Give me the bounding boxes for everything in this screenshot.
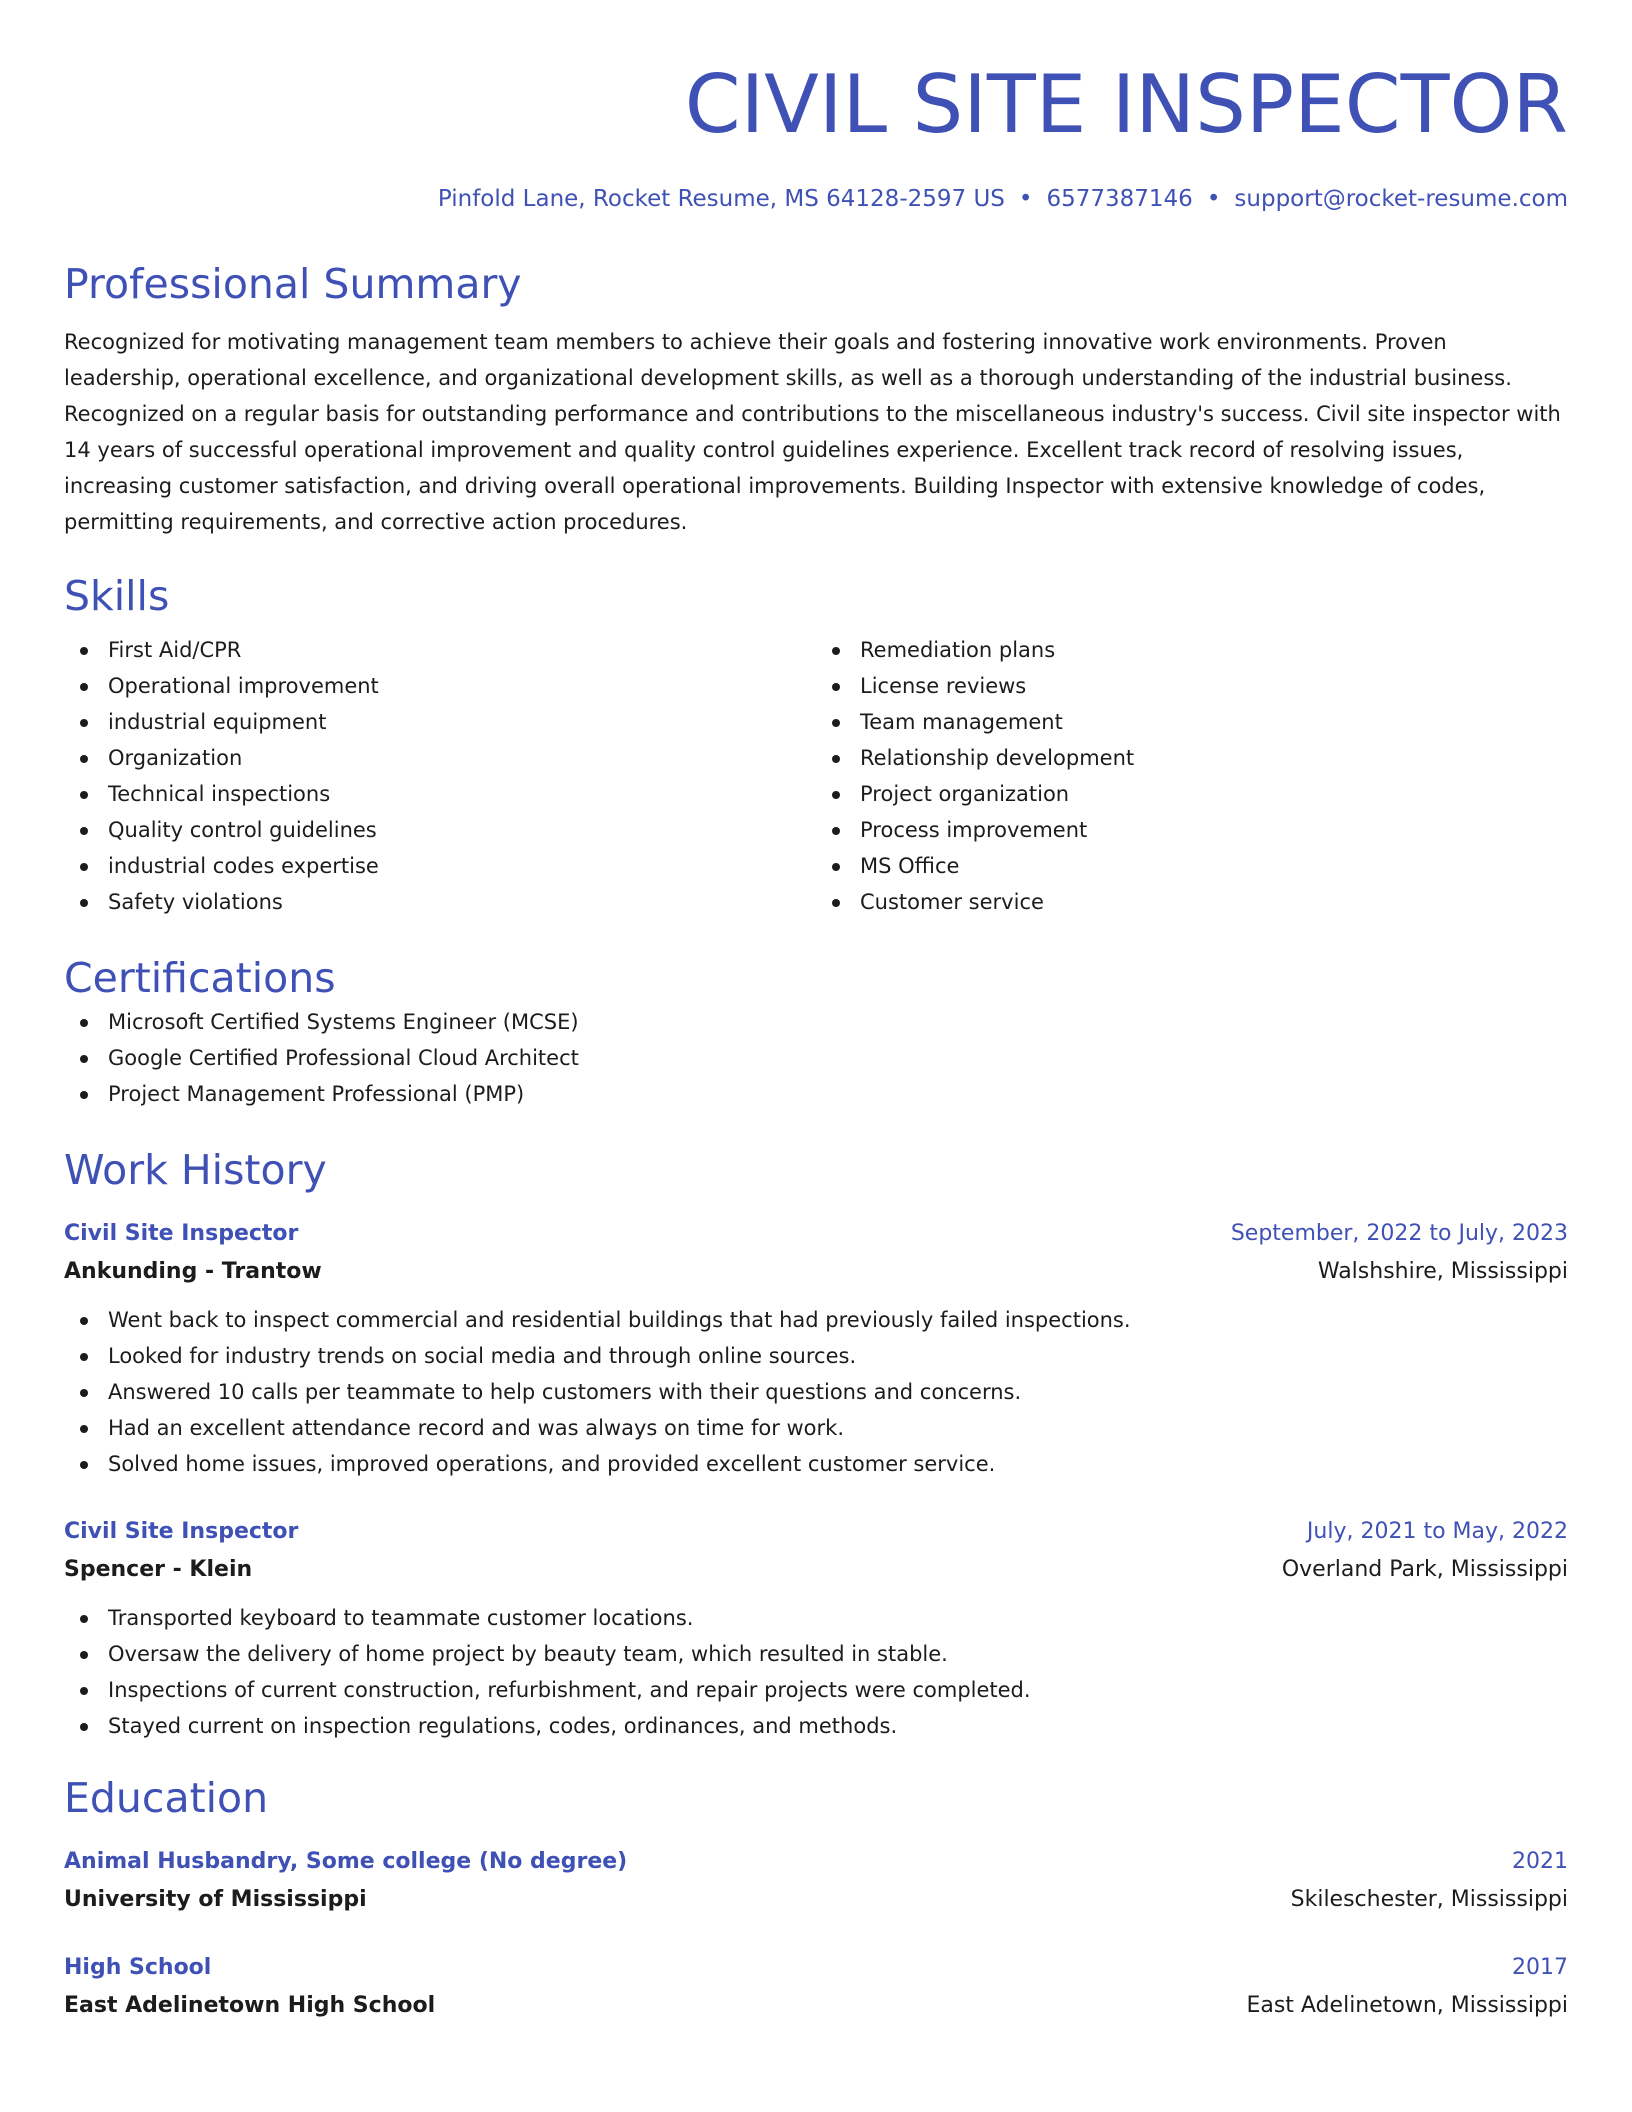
skill-item: First Aid/CPR: [64, 632, 816, 668]
skill-item: Relationship development: [816, 740, 1568, 776]
job-bullet: Oversaw the delivery of home project by beauty team, which resulted in stable.: [64, 1636, 1568, 1672]
skill-item: MS Office: [816, 848, 1568, 884]
job-location: Overland Park, Mississippi: [1281, 1557, 1568, 1582]
certification-item: Microsoft Certified Systems Engineer (MCSE): [64, 1004, 1568, 1040]
job-title-heading: CIVIL SITE INSPECTOR: [684, 58, 1568, 151]
job-bullet: Looked for industry trends on social media and through online sources.: [64, 1338, 1568, 1374]
certification-item: Project Management Professional (PMP): [64, 1076, 1568, 1112]
work-history-heading: Work History: [64, 1146, 327, 1194]
education-location: Skileschester, Mississippi: [1290, 1887, 1568, 1912]
address-text: Pinfold Lane, Rocket Resume, MS 64128-2597 US: [437, 186, 1005, 212]
job-title-row: [64, 1216, 1568, 1252]
contact-line: [64, 184, 1568, 214]
education-degree: Animal Husbandry, Some college (No degree): [64, 1849, 628, 1874]
education-school: University of Mississippi: [64, 1887, 367, 1912]
education-heading: Education: [64, 1774, 269, 1822]
education-school-row: [64, 1880, 1568, 1920]
skill-item: Team management: [816, 704, 1568, 740]
email-link[interactable]: support@rocket-resume.com: [1234, 186, 1568, 212]
job-dates: September, 2022 to July, 2023: [1230, 1221, 1568, 1246]
skills-list-right: [816, 632, 1568, 920]
certifications-heading: Certifications: [64, 954, 336, 1002]
job-location: Walshshire, Mississippi: [1317, 1259, 1568, 1284]
summary-heading: Professional Summary: [64, 260, 522, 308]
skill-item: industrial equipment: [64, 704, 816, 740]
job-company: Spencer - Klein: [64, 1557, 253, 1582]
contact-separator: •: [1018, 186, 1033, 212]
skill-item: Safety violations: [64, 884, 816, 920]
job-dates: July, 2021 to May, 2022: [1306, 1519, 1568, 1544]
job-bullet: Went back to inspect commercial and residential buildings that had previously failed inspections.: [64, 1302, 1568, 1338]
job-company-row: [64, 1550, 1568, 1590]
education-school: East Adelinetown High School: [64, 1993, 436, 2018]
education-year: 2017: [1512, 1955, 1568, 1980]
education-location: East Adelinetown, Mississippi: [1246, 1993, 1568, 2018]
education-degree-row: [64, 1950, 1568, 1986]
skill-item: Customer service: [816, 884, 1568, 920]
skills-heading: Skills: [64, 572, 170, 620]
job-bullet: Had an excellent attendance record and was always on time for work.: [64, 1410, 1568, 1446]
skill-item: Project organization: [816, 776, 1568, 812]
summary-text: Recognized for motivating management team members to achieve their goals and fostering innovative work environments. Proven leadership, operational excellence, and organizational development skills, as well as a thorough understanding of the industrial business. Recognized on a regular basis for outstanding performance and contributions to the miscellaneous industry's success. Civil site inspector with 14 years of successful operational improvement and quality control guidelines experience. Excellent track record of resolving issues, increasing customer satisfaction, and driving overall operational improvements. Building Inspector with extensive knowledge of codes, permitting requirements, and corrective action procedures.: [64, 330, 1561, 534]
certifications-list: [64, 1004, 1568, 1112]
skill-item: Operational improvement: [64, 668, 816, 704]
job-bullet: Transported keyboard to teammate customer locations.: [64, 1600, 1568, 1636]
skill-item: industrial codes expertise: [64, 848, 816, 884]
education-entry: [64, 1950, 1568, 2026]
skills-list-left: [64, 632, 816, 920]
job-entry: [64, 1216, 1568, 1482]
job-bullets: [64, 1302, 1568, 1482]
job-entry: [64, 1514, 1568, 1744]
skills-columns: [64, 632, 1568, 920]
skill-item: Quality control guidelines: [64, 812, 816, 848]
certification-item: Google Certified Professional Cloud Architect: [64, 1040, 1568, 1076]
contact-separator: •: [1206, 186, 1221, 212]
job-company: Ankunding - Trantow: [64, 1259, 322, 1284]
job-bullets: [64, 1600, 1568, 1744]
education-entry: [64, 1844, 1568, 1920]
job-bullet: Inspections of current construction, refurbishment, and repair projects were completed.: [64, 1672, 1568, 1708]
job-bullet: Solved home issues, improved operations, and provided excellent customer service.: [64, 1446, 1568, 1482]
education-degree-row: [64, 1844, 1568, 1880]
resume-header: [64, 50, 1568, 214]
job-company-row: [64, 1252, 1568, 1292]
job-title-row: [64, 1514, 1568, 1550]
skill-item: Technical inspections: [64, 776, 816, 812]
education-school-row: [64, 1986, 1568, 2026]
skill-item: License reviews: [816, 668, 1568, 704]
job-role: Civil Site Inspector: [64, 1519, 299, 1544]
skill-item: Remediation plans: [816, 632, 1568, 668]
phone-text: 6577387146: [1046, 186, 1193, 212]
education-degree: High School: [64, 1955, 212, 1980]
education-year: 2021: [1512, 1849, 1568, 1874]
job-bullet: Stayed current on inspection regulations, codes, ordinances, and methods.: [64, 1708, 1568, 1744]
job-role: Civil Site Inspector: [64, 1221, 299, 1246]
job-bullet: Answered 10 calls per teammate to help customers with their questions and concerns.: [64, 1374, 1568, 1410]
skill-item: Process improvement: [816, 812, 1568, 848]
skill-item: Organization: [64, 740, 816, 776]
